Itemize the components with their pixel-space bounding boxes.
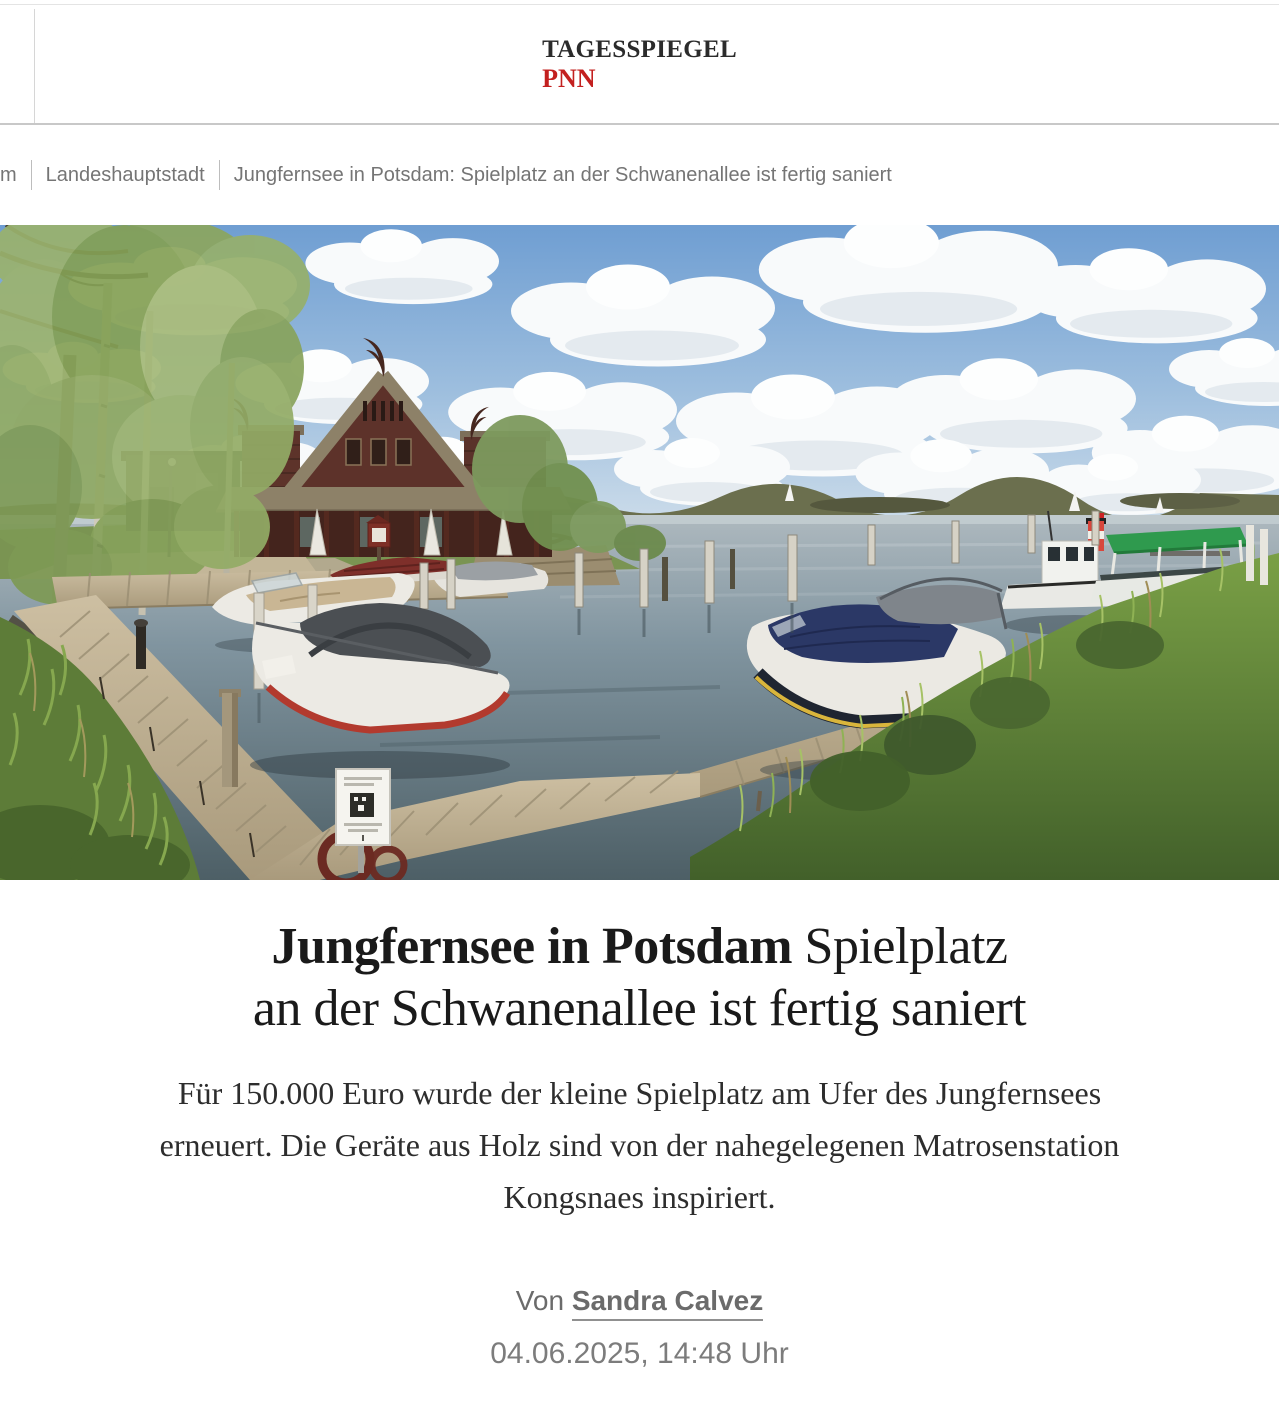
headline-kicker: Jungfernsee in Potsdam: [271, 918, 793, 975]
breadcrumb: [0, 125, 1279, 225]
article-lede: Für 150.000 Euro wurde der kleine Spielplatz am Ufer des Jungfernsees erneuert. Die Geräte aus Holz sind von der nahegelegenen Matrosenstation Kongsnaes inspiriert.: [159, 1074, 1120, 1216]
site-header: [0, 4, 1279, 125]
article-body: [0, 916, 1279, 1371]
breadcrumb-separator: [31, 160, 32, 190]
breadcrumb-separator: [219, 160, 220, 190]
header-divider: [34, 9, 35, 123]
brand-name: TAGESSPIEGEL: [542, 36, 737, 64]
article-headline: [0, 916, 1279, 1041]
article-byline: [0, 1285, 1279, 1317]
brand-logo[interactable]: [542, 36, 737, 92]
brand-sub-name: PNN: [542, 63, 596, 93]
headline-line2: an der Schwanenallee ist fertig saniert: [252, 980, 1027, 1038]
author-link[interactable]: Sandra Calvez: [572, 1285, 763, 1321]
article-hero-image: [0, 225, 1279, 880]
headline-part: Spielplatz: [804, 918, 1008, 975]
publish-date: 04.06.2025, 14:48 Uhr: [490, 1337, 789, 1371]
breadcrumb-item-partial[interactable]: m: [0, 163, 17, 186]
breadcrumb-item-section[interactable]: Landeshauptstadt: [45, 163, 205, 186]
breadcrumb-item-current: Jungfernsee in Potsdam: Spielplatz an der Schwanenallee ist fertig saniert: [233, 163, 892, 186]
byline-prefix: Von: [515, 1285, 565, 1317]
